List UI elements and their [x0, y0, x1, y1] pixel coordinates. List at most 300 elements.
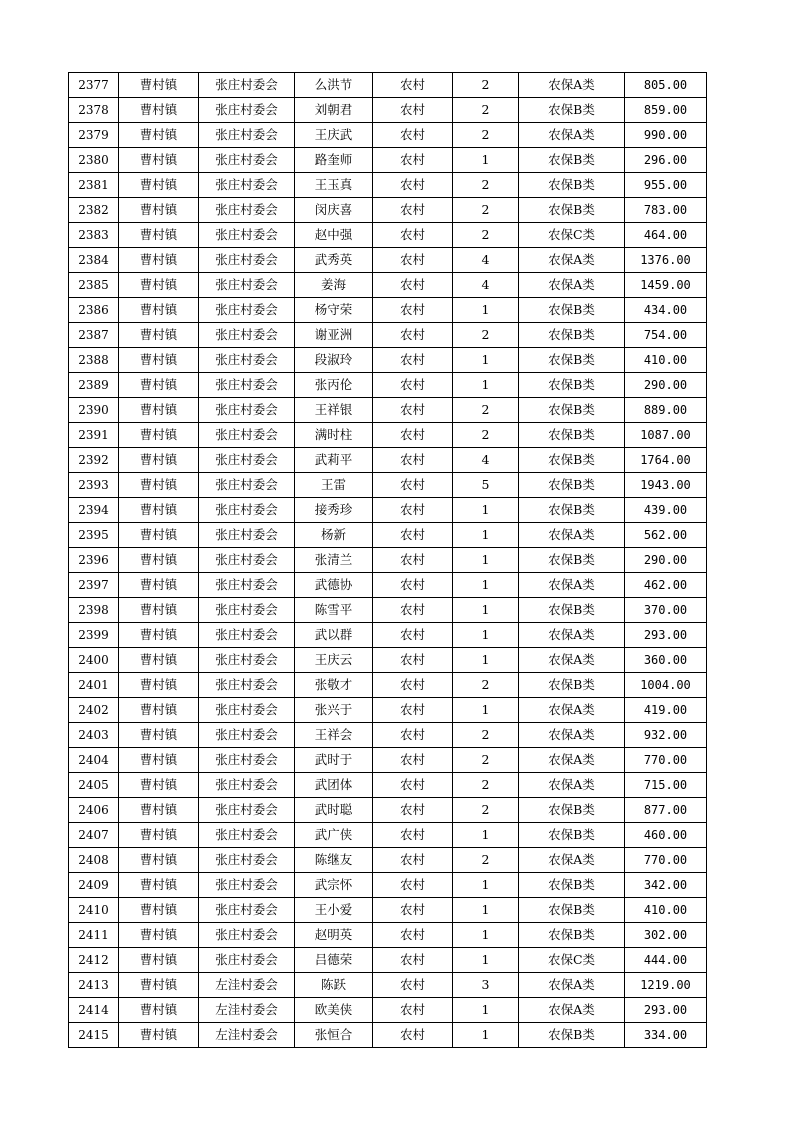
- table-row: [69, 373, 707, 398]
- area-type-cell: 农村: [373, 148, 453, 173]
- insurance-category-cell: 农保A类: [519, 123, 625, 148]
- name-cell: 张兴于: [295, 698, 373, 723]
- name-cell: 杨守荣: [295, 298, 373, 323]
- name-cell: 陈继友: [295, 848, 373, 873]
- table-row: [69, 823, 707, 848]
- town-cell: 曹村镇: [119, 773, 199, 798]
- town-cell: 曹村镇: [119, 273, 199, 298]
- area-type-cell: 农村: [373, 73, 453, 98]
- town-cell: 曹村镇: [119, 848, 199, 873]
- table-row: [69, 523, 707, 548]
- name-cell: 武以群: [295, 623, 373, 648]
- household-count-cell: 2: [453, 398, 519, 423]
- name-cell: 武时聪: [295, 798, 373, 823]
- village-committee-cell: 张庄村委会: [199, 748, 295, 773]
- insurance-category-cell: 农保A类: [519, 848, 625, 873]
- table-row: [69, 723, 707, 748]
- name-cell: 武广侠: [295, 823, 373, 848]
- town-cell: 曹村镇: [119, 423, 199, 448]
- name-cell: 王玉真: [295, 173, 373, 198]
- household-count-cell: 1: [453, 698, 519, 723]
- town-cell: 曹村镇: [119, 823, 199, 848]
- household-count-cell: 1: [453, 148, 519, 173]
- table-row: [69, 348, 707, 373]
- household-count-cell: 1: [453, 823, 519, 848]
- table-row: [69, 423, 707, 448]
- amount-cell: 342.00: [625, 873, 707, 898]
- village-committee-cell: 张庄村委会: [199, 98, 295, 123]
- row-index: 2377: [69, 73, 119, 98]
- insurance-category-cell: 农保B类: [519, 598, 625, 623]
- town-cell: 曹村镇: [119, 573, 199, 598]
- insurance-category-cell: 农保A类: [519, 648, 625, 673]
- area-type-cell: 农村: [373, 948, 453, 973]
- table-row: [69, 898, 707, 923]
- insurance-category-cell: 农保B类: [519, 348, 625, 373]
- village-committee-cell: 张庄村委会: [199, 948, 295, 973]
- insurance-category-cell: 农保B类: [519, 673, 625, 698]
- row-index: 2397: [69, 573, 119, 598]
- town-cell: 曹村镇: [119, 548, 199, 573]
- area-type-cell: 农村: [373, 773, 453, 798]
- table-row: [69, 323, 707, 348]
- village-committee-cell: 张庄村委会: [199, 298, 295, 323]
- name-cell: 么洪节: [295, 73, 373, 98]
- table-row: [69, 598, 707, 623]
- town-cell: 曹村镇: [119, 873, 199, 898]
- row-index: 2392: [69, 448, 119, 473]
- amount-cell: 1087.00: [625, 423, 707, 448]
- area-type-cell: 农村: [373, 523, 453, 548]
- row-index: 2405: [69, 773, 119, 798]
- amount-cell: 439.00: [625, 498, 707, 523]
- insurance-category-cell: 农保B类: [519, 923, 625, 948]
- town-cell: 曹村镇: [119, 998, 199, 1023]
- insurance-category-cell: 农保B类: [519, 873, 625, 898]
- amount-cell: 1459.00: [625, 273, 707, 298]
- amount-cell: 932.00: [625, 723, 707, 748]
- village-committee-cell: 张庄村委会: [199, 348, 295, 373]
- insurance-category-cell: 农保A类: [519, 73, 625, 98]
- insurance-category-cell: 农保A类: [519, 573, 625, 598]
- town-cell: 曹村镇: [119, 498, 199, 523]
- town-cell: 曹村镇: [119, 923, 199, 948]
- name-cell: 赵明英: [295, 923, 373, 948]
- table-row: [69, 298, 707, 323]
- area-type-cell: 农村: [373, 223, 453, 248]
- household-count-cell: 2: [453, 673, 519, 698]
- village-committee-cell: 张庄村委会: [199, 373, 295, 398]
- roster-body: [69, 73, 707, 1048]
- name-cell: 张恒合: [295, 1023, 373, 1048]
- town-cell: 曹村镇: [119, 623, 199, 648]
- village-committee-cell: 张庄村委会: [199, 648, 295, 673]
- row-index: 2410: [69, 898, 119, 923]
- insurance-category-cell: 农保B类: [519, 173, 625, 198]
- row-index: 2399: [69, 623, 119, 648]
- household-count-cell: 1: [453, 548, 519, 573]
- name-cell: 武团体: [295, 773, 373, 798]
- table-row: [69, 698, 707, 723]
- town-cell: 曹村镇: [119, 673, 199, 698]
- name-cell: 王雷: [295, 473, 373, 498]
- town-cell: 曹村镇: [119, 348, 199, 373]
- amount-cell: 444.00: [625, 948, 707, 973]
- name-cell: 闵庆喜: [295, 198, 373, 223]
- table-row: [69, 398, 707, 423]
- name-cell: 武秀英: [295, 248, 373, 273]
- name-cell: 刘朝君: [295, 98, 373, 123]
- table-row: [69, 448, 707, 473]
- table-row: [69, 798, 707, 823]
- town-cell: 曹村镇: [119, 798, 199, 823]
- amount-cell: 783.00: [625, 198, 707, 223]
- name-cell: 王庆武: [295, 123, 373, 148]
- town-cell: 曹村镇: [119, 373, 199, 398]
- amount-cell: 1004.00: [625, 673, 707, 698]
- area-type-cell: 农村: [373, 448, 453, 473]
- table-row: [69, 123, 707, 148]
- amount-cell: 754.00: [625, 323, 707, 348]
- village-committee-cell: 张庄村委会: [199, 723, 295, 748]
- village-committee-cell: 左洼村委会: [199, 1023, 295, 1048]
- town-cell: 曹村镇: [119, 398, 199, 423]
- household-count-cell: 2: [453, 848, 519, 873]
- town-cell: 曹村镇: [119, 448, 199, 473]
- name-cell: 欧美侠: [295, 998, 373, 1023]
- roster-table: [68, 72, 707, 1048]
- row-index: 2415: [69, 1023, 119, 1048]
- household-count-cell: 1: [453, 348, 519, 373]
- amount-cell: 859.00: [625, 98, 707, 123]
- town-cell: 曹村镇: [119, 948, 199, 973]
- table-row: [69, 498, 707, 523]
- name-cell: 吕德荣: [295, 948, 373, 973]
- table-row: [69, 623, 707, 648]
- area-type-cell: 农村: [373, 1023, 453, 1048]
- insurance-category-cell: 农保B类: [519, 198, 625, 223]
- village-committee-cell: 张庄村委会: [199, 173, 295, 198]
- area-type-cell: 农村: [373, 348, 453, 373]
- household-count-cell: 2: [453, 748, 519, 773]
- village-committee-cell: 张庄村委会: [199, 598, 295, 623]
- table-row: [69, 648, 707, 673]
- household-count-cell: 1: [453, 998, 519, 1023]
- amount-cell: 302.00: [625, 923, 707, 948]
- insurance-category-cell: 农保B类: [519, 298, 625, 323]
- household-count-cell: 1: [453, 523, 519, 548]
- amount-cell: 1943.00: [625, 473, 707, 498]
- row-index: 2413: [69, 973, 119, 998]
- table-row: [69, 73, 707, 98]
- area-type-cell: 农村: [373, 648, 453, 673]
- insurance-category-cell: 农保B类: [519, 423, 625, 448]
- name-cell: 姜海: [295, 273, 373, 298]
- village-committee-cell: 张庄村委会: [199, 573, 295, 598]
- village-committee-cell: 张庄村委会: [199, 398, 295, 423]
- table-row: [69, 548, 707, 573]
- village-committee-cell: 张庄村委会: [199, 423, 295, 448]
- area-type-cell: 农村: [373, 548, 453, 573]
- village-committee-cell: 张庄村委会: [199, 623, 295, 648]
- amount-cell: 1764.00: [625, 448, 707, 473]
- name-cell: 张敬才: [295, 673, 373, 698]
- row-index: 2385: [69, 273, 119, 298]
- insurance-category-cell: 农保B类: [519, 548, 625, 573]
- name-cell: 接秀珍: [295, 498, 373, 523]
- town-cell: 曹村镇: [119, 723, 199, 748]
- row-index: 2411: [69, 923, 119, 948]
- insurance-category-cell: 农保C类: [519, 948, 625, 973]
- area-type-cell: 农村: [373, 873, 453, 898]
- village-committee-cell: 张庄村委会: [199, 248, 295, 273]
- insurance-category-cell: 农保B类: [519, 373, 625, 398]
- name-cell: 张丙伦: [295, 373, 373, 398]
- row-index: 2384: [69, 248, 119, 273]
- amount-cell: 562.00: [625, 523, 707, 548]
- amount-cell: 410.00: [625, 348, 707, 373]
- row-index: 2383: [69, 223, 119, 248]
- insurance-category-cell: 农保B类: [519, 448, 625, 473]
- household-count-cell: 1: [453, 898, 519, 923]
- amount-cell: 889.00: [625, 398, 707, 423]
- row-index: 2380: [69, 148, 119, 173]
- village-committee-cell: 张庄村委会: [199, 148, 295, 173]
- row-index: 2403: [69, 723, 119, 748]
- household-count-cell: 2: [453, 173, 519, 198]
- table-row: [69, 773, 707, 798]
- area-type-cell: 农村: [373, 323, 453, 348]
- area-type-cell: 农村: [373, 923, 453, 948]
- table-row: [69, 948, 707, 973]
- town-cell: 曹村镇: [119, 473, 199, 498]
- row-index: 2386: [69, 298, 119, 323]
- area-type-cell: 农村: [373, 298, 453, 323]
- name-cell: 王小爱: [295, 898, 373, 923]
- area-type-cell: 农村: [373, 473, 453, 498]
- area-type-cell: 农村: [373, 848, 453, 873]
- amount-cell: 1376.00: [625, 248, 707, 273]
- row-index: 2409: [69, 873, 119, 898]
- area-type-cell: 农村: [373, 123, 453, 148]
- insurance-category-cell: 农保B类: [519, 798, 625, 823]
- name-cell: 王祥银: [295, 398, 373, 423]
- table-row: [69, 973, 707, 998]
- household-count-cell: 1: [453, 948, 519, 973]
- table-row: [69, 473, 707, 498]
- insurance-category-cell: 农保B类: [519, 473, 625, 498]
- row-index: 2408: [69, 848, 119, 873]
- town-cell: 曹村镇: [119, 1023, 199, 1048]
- household-count-cell: 2: [453, 773, 519, 798]
- table-row: [69, 98, 707, 123]
- name-cell: 王祥会: [295, 723, 373, 748]
- insurance-category-cell: 农保A类: [519, 998, 625, 1023]
- amount-cell: 464.00: [625, 223, 707, 248]
- town-cell: 曹村镇: [119, 298, 199, 323]
- insurance-category-cell: 农保B类: [519, 823, 625, 848]
- village-committee-cell: 张庄村委会: [199, 898, 295, 923]
- name-cell: 杨新: [295, 523, 373, 548]
- amount-cell: 293.00: [625, 998, 707, 1023]
- table-row: [69, 998, 707, 1023]
- household-count-cell: 4: [453, 273, 519, 298]
- insurance-category-cell: 农保B类: [519, 98, 625, 123]
- village-committee-cell: 张庄村委会: [199, 273, 295, 298]
- household-count-cell: 2: [453, 198, 519, 223]
- household-count-cell: 1: [453, 623, 519, 648]
- amount-cell: 370.00: [625, 598, 707, 623]
- village-committee-cell: 张庄村委会: [199, 523, 295, 548]
- table-row: [69, 923, 707, 948]
- village-committee-cell: 张庄村委会: [199, 448, 295, 473]
- row-index: 2412: [69, 948, 119, 973]
- household-count-cell: 1: [453, 573, 519, 598]
- amount-cell: 410.00: [625, 898, 707, 923]
- name-cell: 赵中强: [295, 223, 373, 248]
- household-count-cell: 2: [453, 723, 519, 748]
- name-cell: 满时柱: [295, 423, 373, 448]
- area-type-cell: 农村: [373, 748, 453, 773]
- name-cell: 陈雪平: [295, 598, 373, 623]
- village-committee-cell: 张庄村委会: [199, 223, 295, 248]
- insurance-category-cell: 农保A类: [519, 723, 625, 748]
- row-index: 2414: [69, 998, 119, 1023]
- table-row: [69, 748, 707, 773]
- name-cell: 武德协: [295, 573, 373, 598]
- household-count-cell: 1: [453, 498, 519, 523]
- village-committee-cell: 张庄村委会: [199, 923, 295, 948]
- row-index: 2402: [69, 698, 119, 723]
- amount-cell: 293.00: [625, 623, 707, 648]
- name-cell: 武莉平: [295, 448, 373, 473]
- row-index: 2389: [69, 373, 119, 398]
- amount-cell: 770.00: [625, 748, 707, 773]
- insurance-category-cell: 农保B类: [519, 898, 625, 923]
- area-type-cell: 农村: [373, 248, 453, 273]
- village-committee-cell: 张庄村委会: [199, 123, 295, 148]
- village-committee-cell: 左洼村委会: [199, 973, 295, 998]
- area-type-cell: 农村: [373, 673, 453, 698]
- household-count-cell: 5: [453, 473, 519, 498]
- town-cell: 曹村镇: [119, 748, 199, 773]
- row-index: 2381: [69, 173, 119, 198]
- amount-cell: 955.00: [625, 173, 707, 198]
- row-index: 2388: [69, 348, 119, 373]
- household-count-cell: 2: [453, 423, 519, 448]
- household-count-cell: 2: [453, 223, 519, 248]
- household-count-cell: 3: [453, 973, 519, 998]
- area-type-cell: 农村: [373, 798, 453, 823]
- area-type-cell: 农村: [373, 698, 453, 723]
- name-cell: 段淑玲: [295, 348, 373, 373]
- amount-cell: 877.00: [625, 798, 707, 823]
- amount-cell: 296.00: [625, 148, 707, 173]
- table-row: [69, 848, 707, 873]
- table-row: [69, 148, 707, 173]
- insurance-category-cell: 农保A类: [519, 273, 625, 298]
- town-cell: 曹村镇: [119, 223, 199, 248]
- table-row: [69, 248, 707, 273]
- area-type-cell: 农村: [373, 973, 453, 998]
- row-index: 2400: [69, 648, 119, 673]
- village-committee-cell: 张庄村委会: [199, 823, 295, 848]
- insurance-category-cell: 农保B类: [519, 148, 625, 173]
- household-count-cell: 2: [453, 323, 519, 348]
- row-index: 2393: [69, 473, 119, 498]
- table-row: [69, 573, 707, 598]
- name-cell: 武宗怀: [295, 873, 373, 898]
- name-cell: 王庆云: [295, 648, 373, 673]
- town-cell: 曹村镇: [119, 898, 199, 923]
- household-count-cell: 2: [453, 123, 519, 148]
- town-cell: 曹村镇: [119, 248, 199, 273]
- area-type-cell: 农村: [373, 498, 453, 523]
- area-type-cell: 农村: [373, 823, 453, 848]
- table-row: [69, 223, 707, 248]
- name-cell: 陈跃: [295, 973, 373, 998]
- village-committee-cell: 张庄村委会: [199, 73, 295, 98]
- village-committee-cell: 张庄村委会: [199, 798, 295, 823]
- area-type-cell: 农村: [373, 598, 453, 623]
- town-cell: 曹村镇: [119, 973, 199, 998]
- table-row: [69, 673, 707, 698]
- insurance-category-cell: 农保A类: [519, 748, 625, 773]
- table-row: [69, 198, 707, 223]
- row-index: 2391: [69, 423, 119, 448]
- area-type-cell: 农村: [373, 173, 453, 198]
- amount-cell: 1219.00: [625, 973, 707, 998]
- village-committee-cell: 张庄村委会: [199, 673, 295, 698]
- area-type-cell: 农村: [373, 98, 453, 123]
- village-committee-cell: 张庄村委会: [199, 473, 295, 498]
- area-type-cell: 农村: [373, 198, 453, 223]
- town-cell: 曹村镇: [119, 648, 199, 673]
- name-cell: 谢亚洲: [295, 323, 373, 348]
- insurance-category-cell: 农保A类: [519, 523, 625, 548]
- insurance-category-cell: 农保B类: [519, 398, 625, 423]
- household-count-cell: 1: [453, 923, 519, 948]
- insurance-category-cell: 农保A类: [519, 973, 625, 998]
- insurance-category-cell: 农保A类: [519, 623, 625, 648]
- area-type-cell: 农村: [373, 423, 453, 448]
- household-count-cell: 4: [453, 448, 519, 473]
- row-index: 2407: [69, 823, 119, 848]
- area-type-cell: 农村: [373, 273, 453, 298]
- household-count-cell: 1: [453, 1023, 519, 1048]
- area-type-cell: 农村: [373, 373, 453, 398]
- household-count-cell: 2: [453, 98, 519, 123]
- village-committee-cell: 左洼村委会: [199, 998, 295, 1023]
- household-count-cell: 2: [453, 798, 519, 823]
- village-committee-cell: 张庄村委会: [199, 498, 295, 523]
- table-row: [69, 273, 707, 298]
- town-cell: 曹村镇: [119, 173, 199, 198]
- town-cell: 曹村镇: [119, 698, 199, 723]
- town-cell: 曹村镇: [119, 598, 199, 623]
- amount-cell: 715.00: [625, 773, 707, 798]
- table-row: [69, 1023, 707, 1048]
- household-count-cell: 4: [453, 248, 519, 273]
- town-cell: 曹村镇: [119, 123, 199, 148]
- row-index: 2382: [69, 198, 119, 223]
- insurance-category-cell: 农保B类: [519, 498, 625, 523]
- amount-cell: 290.00: [625, 373, 707, 398]
- area-type-cell: 农村: [373, 573, 453, 598]
- town-cell: 曹村镇: [119, 98, 199, 123]
- insurance-category-cell: 农保A类: [519, 248, 625, 273]
- town-cell: 曹村镇: [119, 523, 199, 548]
